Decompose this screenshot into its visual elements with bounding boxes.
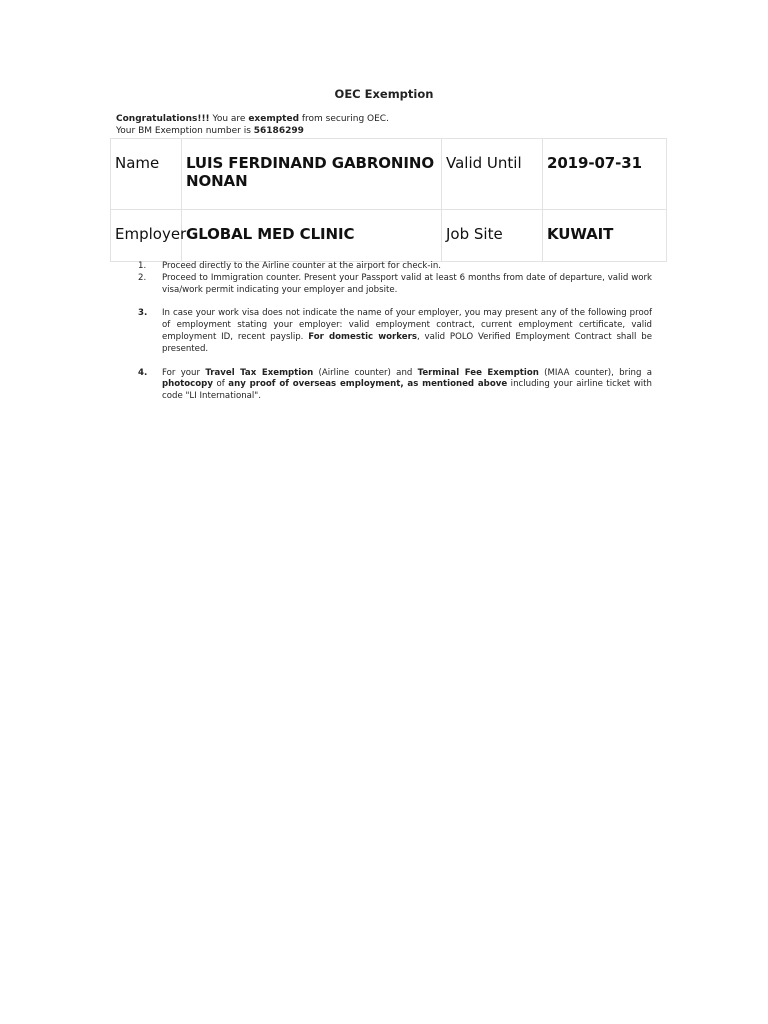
step-bold-text: Travel Tax Exemption xyxy=(205,367,314,378)
congratulations-line xyxy=(116,113,676,125)
valid-until-label: Valid Until xyxy=(442,139,543,210)
list-item xyxy=(118,308,652,355)
employer-value: GLOBAL MED CLINIC xyxy=(182,210,442,262)
step-number: 4. xyxy=(138,367,148,378)
step-text: Proceed directly to the Airline counter at the airport for check-in. xyxy=(162,261,442,271)
exempted-text: exempted xyxy=(248,114,300,124)
exemption-details-table xyxy=(110,138,667,262)
name-label: Name xyxy=(111,139,182,210)
step-bold-text: Terminal Fee Exemption xyxy=(417,367,539,378)
step-bold-text: For domestic workers xyxy=(308,331,417,342)
job-site-value: KUWAIT xyxy=(543,210,667,262)
step-text: of xyxy=(212,379,229,390)
employer-label: Employer xyxy=(111,210,182,262)
you-are-text: You are xyxy=(209,114,249,124)
page-title: OEC Exemption xyxy=(334,87,434,101)
step-bold-text: photocopy xyxy=(162,379,213,390)
from-securing-text: from securing OEC. xyxy=(299,114,389,124)
step-text: , valid POLO Verified Employment Contract shall be presented. xyxy=(162,331,652,354)
step-number: 3. xyxy=(138,308,148,319)
step-bold-text: any proof of overseas employment, as mentioned above xyxy=(228,379,508,390)
step-text: In case your work visa does not indicate the name of your employer, you may present any of the following proof of employment stating your employer: valid employment contract, current employment certificate, valid employment ID, recent payslip. xyxy=(162,308,652,342)
table-row xyxy=(111,210,667,262)
exemption-number-label: Your BM Exemption number is xyxy=(116,126,254,136)
step-text: For your xyxy=(162,367,206,378)
list-item xyxy=(118,368,652,403)
step-text: (Airline counter) and xyxy=(313,367,418,378)
step-text: Proceed to Immigration counter. Present your Passport valid at least 6 months from date of departure, valid work visa/work permit indicating your employer and jobsite. xyxy=(162,272,652,295)
congratulations-text: Congratulations!!! xyxy=(116,114,210,124)
valid-until-value: 2019-07-31 xyxy=(543,139,667,210)
job-site-label: Job Site xyxy=(442,210,543,262)
list-item xyxy=(118,261,652,273)
step-number: 1. xyxy=(138,261,147,271)
exemption-number-line xyxy=(116,125,676,137)
exemption-number: 56186299 xyxy=(253,126,304,136)
instructions-list xyxy=(118,261,652,403)
name-value: LUIS FERDINAND GABRONINO NONAN xyxy=(182,139,442,210)
step-text: (MIAA counter), bring a xyxy=(538,367,652,378)
table-row xyxy=(111,139,667,210)
step-text: including your airline ticket with code "LI International". xyxy=(162,379,652,402)
step-number: 2. xyxy=(138,272,147,283)
intro-text xyxy=(116,113,676,137)
list-item xyxy=(118,273,652,297)
